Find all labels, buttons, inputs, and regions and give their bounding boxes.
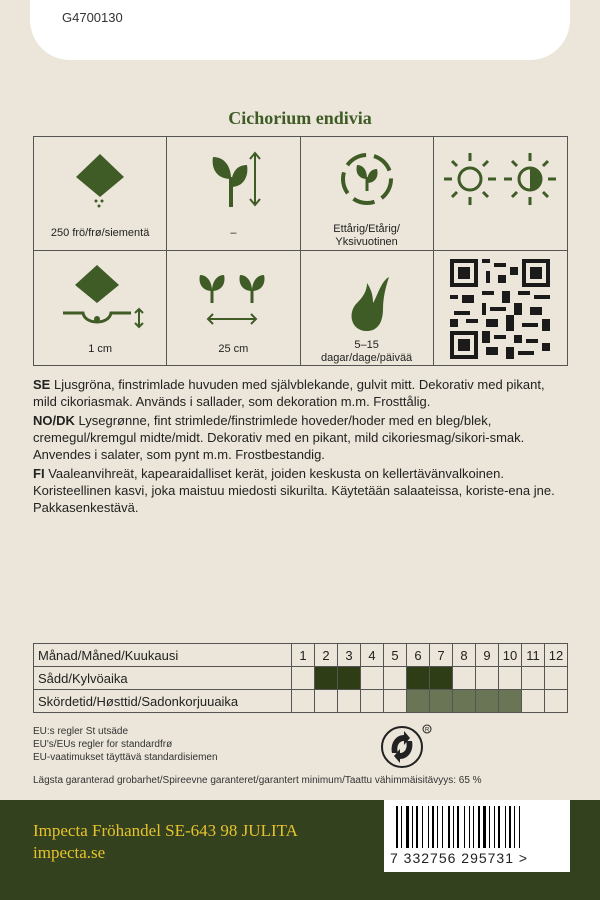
cell-spacing (167, 251, 300, 365)
month-4: 4 (361, 644, 384, 667)
packet-tab-cutout (30, 0, 570, 60)
harvest-label: Skördetid/Høsttid/Sadonkorjuuaika (34, 690, 292, 713)
sowing-cell (292, 667, 315, 690)
qr-code-icon[interactable] (450, 259, 550, 359)
harvest-cell (315, 690, 338, 713)
month-3: 3 (338, 644, 361, 667)
harvest-cell (338, 690, 361, 713)
sowing-cell (476, 667, 499, 690)
germination-icon (327, 263, 407, 333)
company-address (33, 820, 298, 864)
company-name: Impecta Fröhandel SE-643 98 JULITA (33, 821, 298, 840)
sowing-cell (499, 667, 522, 690)
harvest-cell (522, 690, 545, 713)
germination-guarantee: Lägsta garanterad grobarhet/Spireevne garanteret/garantert minimum/Taattu vähimmäisitävyys: 65 % (33, 775, 482, 786)
seeds-label: 250 frö/frø/siementä (50, 227, 150, 239)
cell-height (167, 137, 300, 251)
sowing-cell (522, 667, 545, 690)
eu-rules (33, 725, 218, 764)
month-2: 2 (315, 644, 338, 667)
green-dot-recycling-icon (380, 723, 440, 773)
sowing-cell (384, 667, 407, 690)
harvest-cell (476, 690, 499, 713)
lifecycle-label: Ettårig/Etårig/ Yksivuotinen (333, 223, 400, 248)
harvest-cell (292, 690, 315, 713)
sowing-cell (545, 667, 568, 690)
plant-height-icon (193, 149, 273, 209)
month-10: 10 (499, 644, 522, 667)
sowing-depth-icon (55, 263, 145, 333)
cell-depth (34, 251, 167, 365)
harvest-cell (453, 690, 476, 713)
month-5: 5 (384, 644, 407, 667)
description-se: SE Ljusgröna, finstrimlade huvuden med självblekande, gulvit mitt. Dekorativ med pikant, mild cikoriasmak. Används i sallader, som dekoration m.m. Frosttålig. (33, 377, 545, 409)
month-12: 12 (545, 644, 568, 667)
month-1: 1 (292, 644, 315, 667)
harvest-cell (384, 690, 407, 713)
cell-light (434, 137, 567, 251)
annual-cycle-icon (327, 149, 407, 209)
sowing-cell (338, 667, 361, 690)
sowing-cell (315, 667, 338, 690)
month-9: 9 (476, 644, 499, 667)
eu-rule-no-dk: EU's/EUs regler for standardfrø (33, 739, 173, 750)
harvest-cell (407, 690, 430, 713)
barcode-number: 7 332756 295731 > (384, 850, 570, 866)
calendar-row-sowing (34, 667, 568, 690)
spacing-label: 25 cm (218, 343, 249, 355)
calendar-row-harvest (34, 690, 568, 713)
harvest-cell (545, 690, 568, 713)
plant-spacing-icon (188, 263, 278, 333)
cell-qr (434, 251, 567, 365)
seed-packet-icon (60, 149, 140, 209)
cell-seeds (34, 137, 167, 251)
cell-germination (301, 251, 434, 365)
calendar-header: Månad/Måned/Kuukausi (34, 644, 292, 667)
harvest-cell (430, 690, 453, 713)
depth-label: 1 cm (88, 343, 113, 355)
footer (0, 800, 600, 900)
cell-lifecycle (301, 137, 434, 251)
month-7: 7 (430, 644, 453, 667)
calendar-header-row (34, 644, 568, 667)
eu-rule-fi: EU-vaatimukset täyttävä standardisiemen (33, 752, 218, 763)
harvest-cell (499, 690, 522, 713)
month-11: 11 (522, 644, 545, 667)
sowing-cell (430, 667, 453, 690)
sowing-label: Sådd/Kylvöaika (34, 667, 292, 690)
icon-grid (33, 136, 568, 366)
height-label: – (230, 227, 237, 239)
species-name: Cichorium endivia (228, 108, 372, 128)
month-6: 6 (407, 644, 430, 667)
germination-label: 5–15 dagar/dage/päivää (321, 339, 413, 364)
harvest-cell (361, 690, 384, 713)
sowing-cell (453, 667, 476, 690)
description-block (33, 376, 568, 518)
svg-text:R: R (425, 727, 430, 734)
sowing-cell (361, 667, 384, 690)
sun-icon (440, 149, 560, 209)
eu-rule-se: EU:s regler St utsäde (33, 726, 129, 737)
month-8: 8 (453, 644, 476, 667)
sowing-calendar (33, 643, 568, 713)
sowing-cell (407, 667, 430, 690)
description-fi: FI Vaaleanvihreät, kapearaidalliset kerät, joiden keskusta on kellertävänvalkoinen. Koristeellinen kasvi, joka maistuu miedosti sikurilta. Käytetään salaateissa, koriste-ena jne. Pakkasenkestävä. (33, 466, 555, 515)
company-website[interactable]: impecta.se (33, 843, 106, 862)
article-code: G4700130 (62, 10, 123, 25)
description-no-dk: NO/DK Lysegrønne, fint strimlede/finstrimlede hoveder/hoder med en bleg/blek, cremegul/kremgul midte/midt. Dekorativ med en pikant, mild cikoriesmag/sikori-smak. Anvendes i salater, som pynt m.m. Frostbestandig. (33, 413, 525, 462)
